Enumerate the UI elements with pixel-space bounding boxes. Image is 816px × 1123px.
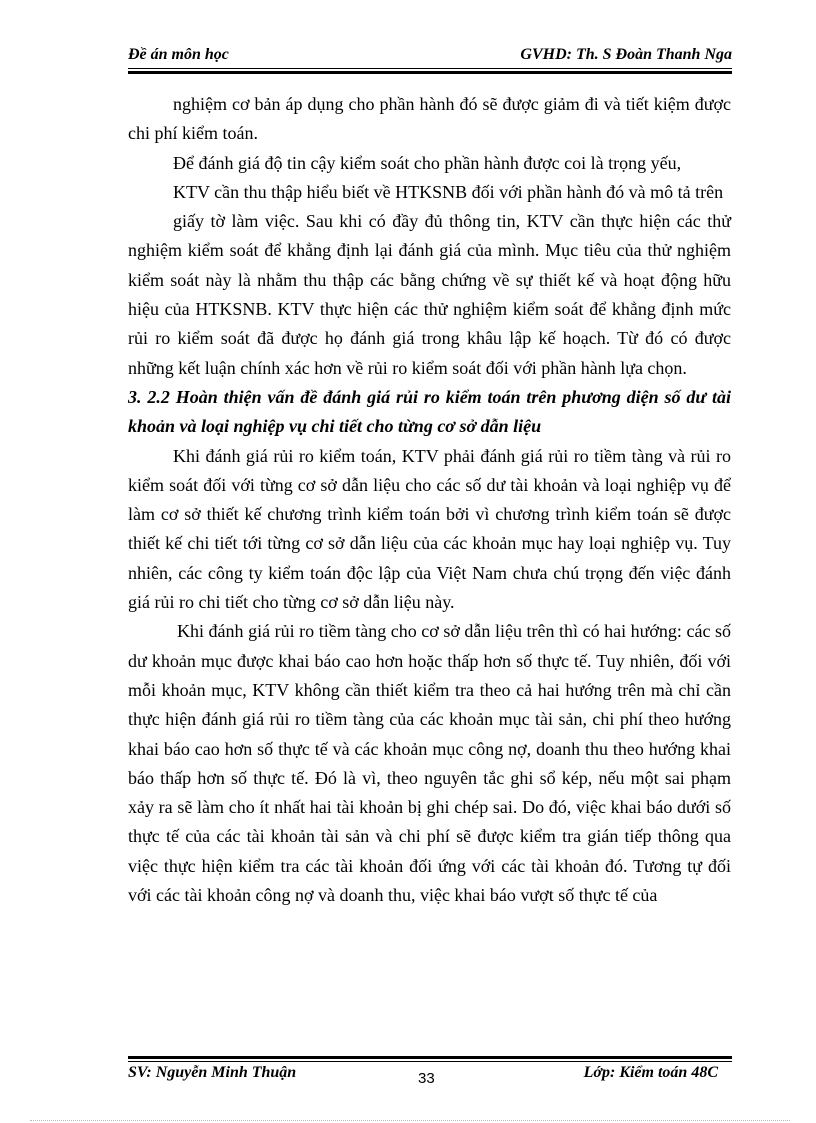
paragraph-2: Để đánh giá độ tin cậy kiểm soát cho phần hành được coi là trọng yếu, <box>173 152 682 173</box>
footer-class: Lớp: Kiểm toán 48C <box>583 1064 718 1081</box>
header-instructor: GVHD: Th. S Đoàn Thanh Nga <box>520 46 732 63</box>
page-edge-dotted-line <box>30 1120 790 1121</box>
page-header <box>128 46 732 70</box>
header-divider <box>128 68 732 74</box>
paragraph-5: Khi đánh giá rủi ro kiểm toán, KTV phải đánh giá rủi ro tiềm tàng và rủi ro kiểm soát đối với từng cơ sở dẫn liệu cho các số dư tài khoản và loại nghiệp vụ để làm cơ sở thiết kế chương trình kiểm toán bởi vì chương trình kiểm toán sẽ được thiết kế chi tiết tới từng cơ sở dẫn liệu của các khoản mục hay loại nghiệp vụ. Tuy nhiên, các công ty kiểm toán độc lập của Việt Nam chưa chú trọng đến việc đánh giá rủi ro chi tiết cho từng cơ sở dẫn liệu này. <box>128 445 731 613</box>
page-footer <box>128 1062 732 1090</box>
document-body <box>128 90 731 910</box>
page-number: 33 <box>418 1070 435 1087</box>
paragraph-4: giấy tờ làm việc. Sau khi có đầy đủ thông tin, KTV cần thực hiện các thử nghiệm kiểm soát để khẳng định lại đánh giá của mình. Mục tiêu của thử nghiệm kiểm soát này là nhằm thu thập các bằng chứng về sự thiết kế và hoạt động hữu hiệu của HTKSNB. KTV thực hiện các thử nghiệm kiểm soát để khẳng định mức rủi ro kiểm soát đã được họ đánh giá trong khâu lập kế hoạch. Từ đó có được những kết luận chính xác hơn về rủi ro kiểm soát đối với phần hành lựa chọn. <box>128 211 731 378</box>
section-heading: 3. 2.2 Hoàn thiện vấn đề đánh giá rủi ro kiểm toán trên phương diện số dư tài khoản và loại nghiệp vụ chi tiết cho từng cơ sở dẫn liệu <box>128 386 731 437</box>
footer-student: SV: Nguyễn Minh Thuận <box>128 1064 297 1081</box>
paragraph-6: Khi đánh giá rủi ro tiềm tàng cho cơ sở dẫn liệu trên thì có hai hướng: các số dư khoản mục được khai báo cao hơn hoặc thấp hơn số thực tế. Tuy nhiên, đối với mỗi khoản mục, KTV không cần thiết kiểm tra theo cả hai hướng trên mà chỉ cần thực hiện đánh giá rủi ro tiềm tàng của các khoản mục tài sản, chi phí theo hướng khai báo cao hơn số thực tế và các khoản mục công nợ, doanh thu theo hướng khai báo thấp hơn số thực tế. Đó là vì, theo nguyên tắc ghi sổ kép, nếu một sai phạm xảy ra sẽ làm cho ít nhất hai tài khoản bị ghi chép sai. Do đó, việc khai báo dưới số thực tế của các tài khoản tài sản và chi phí sẽ được kiểm tra gián tiếp thông qua việc thực hiện kiểm tra các tài khoản đối ứng với các tài khoản đó. Tương tự đối với các tài khoản công nợ và doanh thu, việc khai báo vượt số thực tế của <box>128 621 731 906</box>
paragraph-3: KTV cần thu thập hiểu biết về HTKSNB đối với phần hành đó và mô tả trên <box>173 181 724 202</box>
header-course-title: Đề án môn học <box>128 46 229 63</box>
paragraph-1: nghiệm cơ bản áp dụng cho phần hành đó sẽ được giảm đi và tiết kiệm được chi phí kiểm toán. <box>128 94 731 144</box>
